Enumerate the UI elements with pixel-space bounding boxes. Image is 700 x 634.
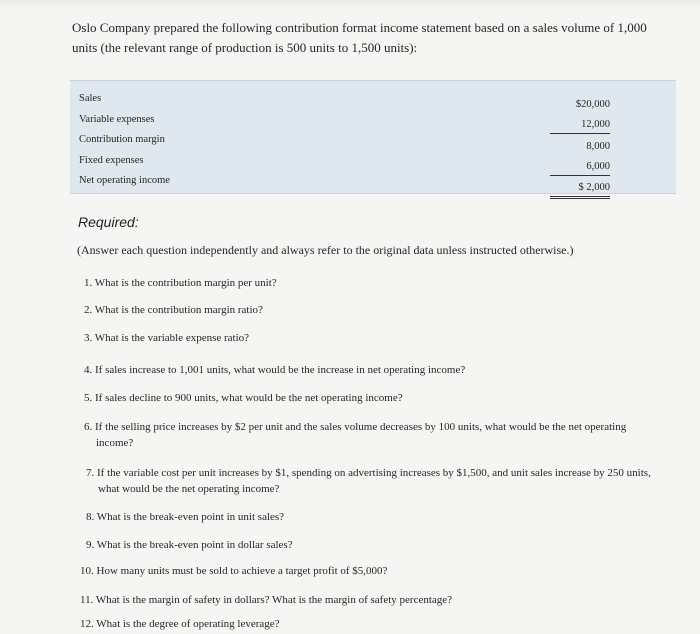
question-5: 5. If sales decline to 900 units, what would be the net operating income?: [84, 392, 403, 404]
label-variable-expenses: Variable expenses: [79, 113, 155, 125]
value-sales: $20,000: [575, 99, 610, 110]
statement-labels: [79, 89, 170, 192]
question-6: 6. If the selling price increases by $2 per unit and the sales volume decreases by 100 units, what would be the net operating income?: [84, 421, 627, 449]
value-variable-expenses: 12,000: [550, 116, 610, 134]
question-3: 3. What is the variable expense ratio?: [84, 332, 250, 344]
label-net-operating-income: Net operating income: [79, 175, 170, 186]
question-2: 2. What is the contribution margin ratio?: [84, 304, 263, 316]
label-fixed-expenses: Fixed expenses: [79, 154, 144, 166]
statement-values: [550, 95, 610, 199]
income-statement: [70, 80, 676, 194]
label-sales: Sales: [79, 93, 102, 104]
question-9: 9. What is the break-even point in dollar sales?: [86, 539, 293, 551]
required-heading: Required:: [78, 214, 139, 230]
question-12: 12. What is the degree of operating leverage?: [80, 618, 280, 630]
question-10: 10. How many units must be sold to achieve a target profit of $5,000?: [80, 565, 388, 577]
question-7: 7. If the variable cost per unit increases by $1, spending on advertising increases by $1,500, and unit sales increase by 250 units, what would be the net operating income?: [86, 467, 651, 495]
instruction-text: (Answer each question independently and always refer to the original data unless instructed otherwise.): [77, 243, 574, 257]
question-8: 8. What is the break-even point in unit sales?: [86, 511, 285, 523]
value-net-operating-income: $ 2,000: [550, 179, 610, 199]
question-1: 1. What is the contribution margin per unit?: [84, 277, 277, 289]
label-contribution-margin: Contribution margin: [79, 134, 165, 145]
question-4: 4. If sales increase to 1,001 units, what would be the increase in net operating income?: [84, 364, 466, 376]
question-11: 11. What is the margin of safety in dollars? What is the margin of safety percentage?: [80, 594, 453, 606]
value-fixed-expenses: 6,000: [550, 158, 610, 176]
value-contribution-margin: 8,000: [586, 141, 610, 152]
top-edge: [0, 0, 700, 8]
problem-intro: Oslo Company prepared the following contribution format income statement based on a sales volume of 1,000 units (the relevant range of production is 500 units to 1,500 units):: [72, 20, 647, 55]
